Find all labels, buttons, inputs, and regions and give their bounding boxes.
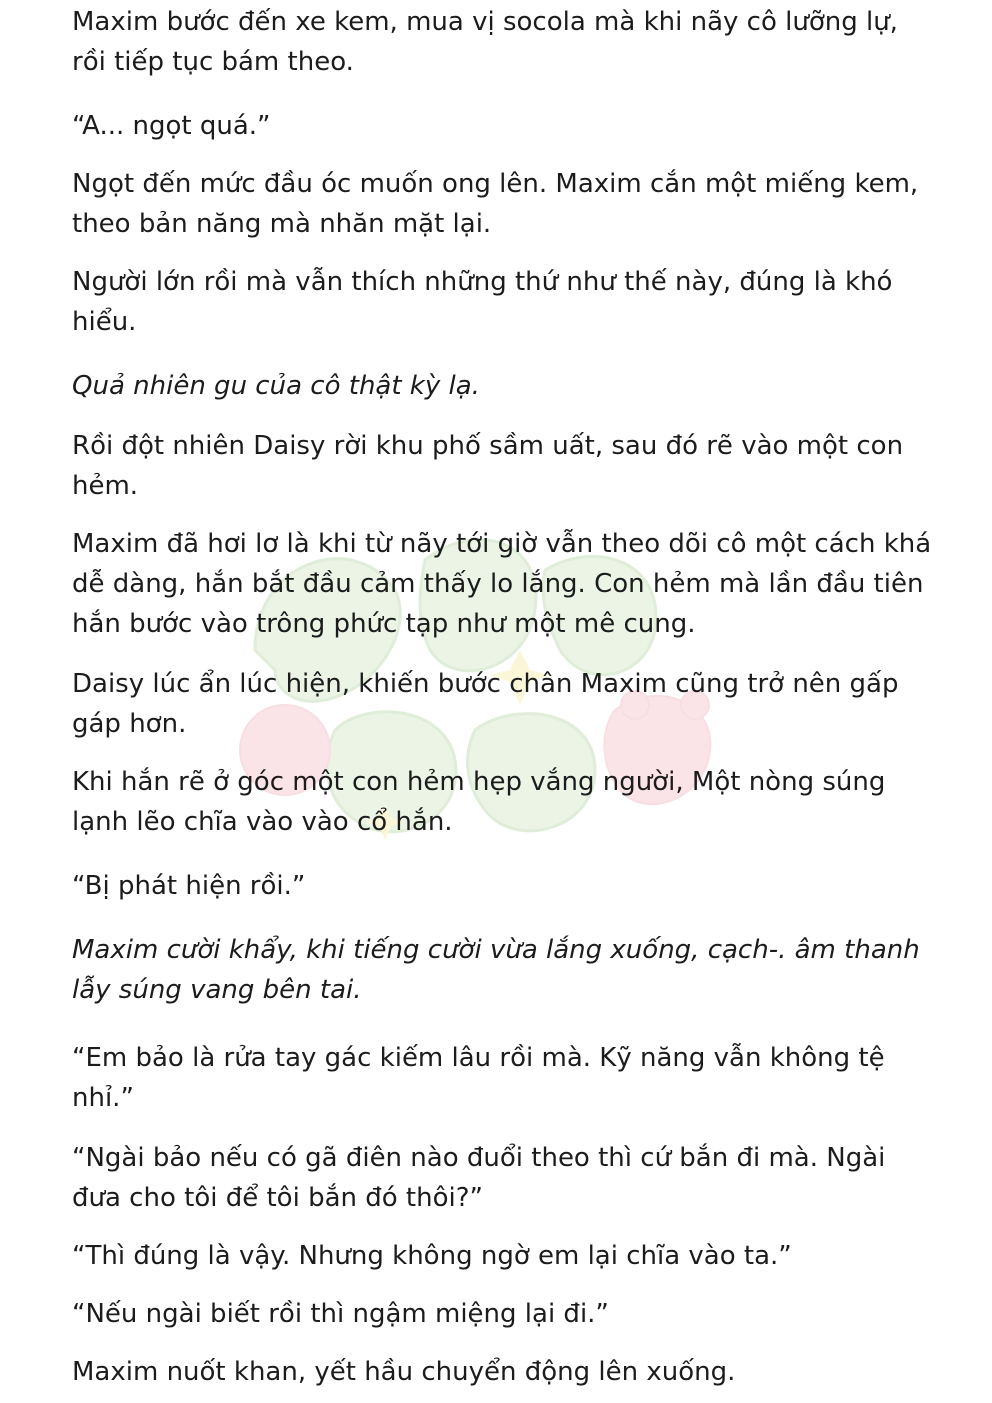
paragraph: Maxim bước đến xe kem, mua vị socola mà khi nãy cô lưỡng lự, rồi tiếp tục bám theo. xyxy=(72,7,898,77)
paragraph: Người lớn rồi mà vẫn thích những thứ như thế này, đúng là khó hiểu. xyxy=(72,267,893,337)
paragraph-italic: Quả nhiên gu của cô thật kỳ lạ. xyxy=(72,371,480,401)
paragraph: “A... ngọt quá.” xyxy=(72,111,271,141)
paragraph: Daisy lúc ẩn lúc hiện, khiến bước chân Maxim cũng trở nên gấp gáp hơn. xyxy=(72,669,899,739)
paragraph: “Thì đúng là vậy. Nhưng không ngờ em lại chĩa vào ta.” xyxy=(72,1241,792,1271)
paragraph: “Em bảo là rửa tay gác kiếm lâu rồi mà. Kỹ năng vẫn không tệ nhỉ.” xyxy=(72,1043,885,1113)
paragraph: Ngọt đến mức đầu óc muốn ong lên. Maxim cắn một miếng kem, theo bản năng mà nhăn mặt lại. xyxy=(72,169,919,239)
paragraph: Rồi đột nhiên Daisy rời khu phố sầm uất, sau đó rẽ vào một con hẻm. xyxy=(72,431,904,501)
paragraph: “Nếu ngài biết rồi thì ngậm miệng lại đi.” xyxy=(72,1299,609,1329)
paragraph: “Bị phát hiện rồi.” xyxy=(72,871,306,901)
paragraph: Maxim nuốt khan, yết hầu chuyển động lên xuống. xyxy=(72,1357,736,1387)
paragraph: Maxim đã hơi lơ là khi từ nãy tới giờ vẫn theo dõi cô một cách khá dễ dàng, hắn bắt đầu cảm thấy lo lắng. Con hẻm mà lần đầu tiên hắn bước vào trông phức tạp như một mê cung. xyxy=(72,529,932,639)
paragraph-italic: Maxim cười khẩy, khi tiếng cười vừa lắng xuống, cạch-. âm thanh lẫy súng vang bên tai. xyxy=(72,935,920,1005)
paragraph: Khi hắn rẽ ở góc một con hẻm hẹp vắng người, Một nòng súng lạnh lẽo chĩa vào vào cổ hắn. xyxy=(72,767,886,837)
paragraph: “Ngài bảo nếu có gã điên nào đuổi theo thì cứ bắn đi mà. Ngài đưa cho tôi để tôi bắn đó thôi?” xyxy=(72,1143,886,1213)
